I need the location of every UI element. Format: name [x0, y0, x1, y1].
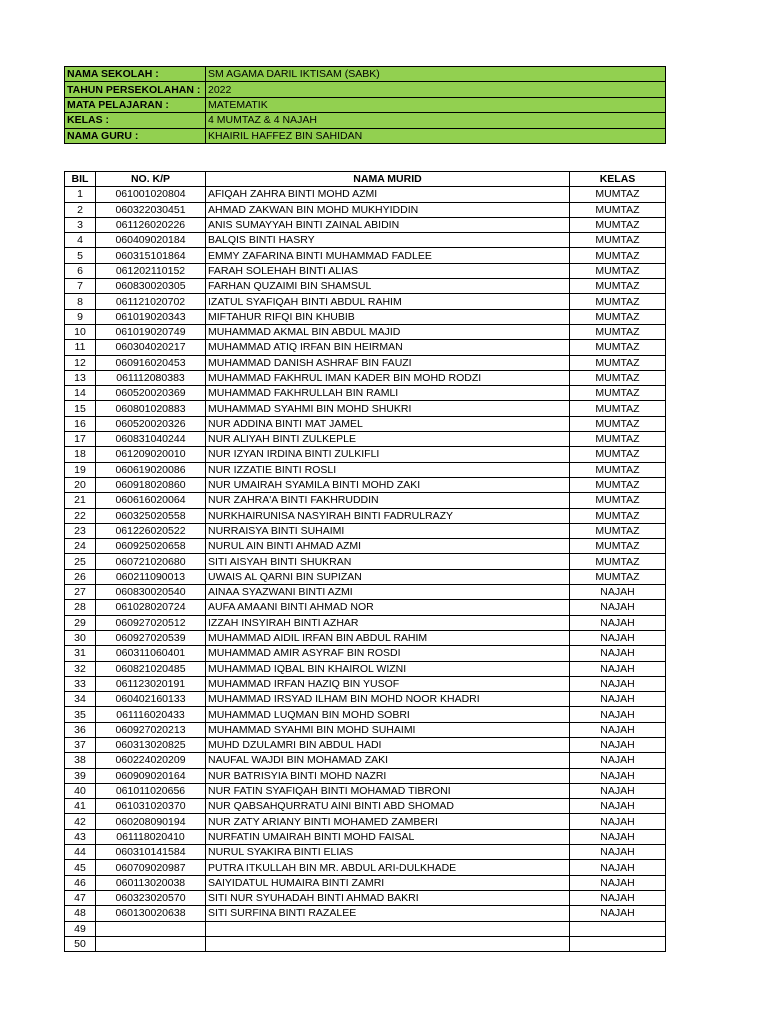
- cell-no-kp: 061121020702: [96, 294, 206, 309]
- info-value: SM AGAMA DARIL IKTISAM (SABK): [206, 67, 666, 82]
- cell-no-kp: 060619020086: [96, 462, 206, 477]
- cell-no-kp: 060322030451: [96, 202, 206, 217]
- cell-kelas: MUMTAZ: [570, 462, 666, 477]
- cell-bil: 22: [65, 508, 96, 523]
- cell-kelas: MUMTAZ: [570, 493, 666, 508]
- cell-bil: 45: [65, 860, 96, 875]
- cell-nama-murid: ANIS SUMAYYAH BINTI ZAINAL ABIDIN: [206, 217, 570, 232]
- cell-bil: 4: [65, 233, 96, 248]
- cell-no-kp: 060918020860: [96, 477, 206, 492]
- table-row: [65, 294, 666, 309]
- cell-no-kp: 060325020558: [96, 508, 206, 523]
- cell-kelas: MUMTAZ: [570, 477, 666, 492]
- cell-bil: 27: [65, 585, 96, 600]
- cell-nama-murid: MUHD DZULAMRI BIN ABDUL HADI: [206, 737, 570, 752]
- cell-nama-murid: NUR UMAIRAH SYAMILA BINTI MOHD ZAKI: [206, 477, 570, 492]
- cell-no-kp: 060208090194: [96, 814, 206, 829]
- info-row: [65, 128, 666, 143]
- cell-no-kp: 060909020164: [96, 768, 206, 783]
- cell-bil: 34: [65, 692, 96, 707]
- header-nama-murid: NAMA MURID: [206, 172, 570, 187]
- cell-bil: 32: [65, 661, 96, 676]
- cell-bil: 11: [65, 340, 96, 355]
- school-info-table: [64, 66, 666, 144]
- table-row: [65, 676, 666, 691]
- cell-kelas: NAJAH: [570, 860, 666, 875]
- cell-no-kp: 060311060401: [96, 646, 206, 661]
- cell-no-kp: 061123020191: [96, 676, 206, 691]
- table-row: [65, 386, 666, 401]
- table-row: [65, 217, 666, 232]
- cell-kelas: MUMTAZ: [570, 233, 666, 248]
- cell-nama-murid: MUHAMMAD ATIQ IRFAN BIN HEIRMAN: [206, 340, 570, 355]
- info-row: [65, 67, 666, 82]
- cell-kelas: MUMTAZ: [570, 248, 666, 263]
- cell-bil: 28: [65, 600, 96, 615]
- cell-nama-murid: NURFATIN UMAIRAH BINTI MOHD FAISAL: [206, 829, 570, 844]
- cell-bil: 35: [65, 707, 96, 722]
- cell-bil: 38: [65, 753, 96, 768]
- cell-bil: 20: [65, 477, 96, 492]
- table-row: [65, 630, 666, 645]
- table-row: [65, 906, 666, 921]
- cell-kelas: NAJAH: [570, 707, 666, 722]
- cell-no-kp: 060323020570: [96, 890, 206, 905]
- cell-no-kp: 061001020804: [96, 187, 206, 202]
- table-row: [65, 263, 666, 278]
- cell-no-kp: 060224020209: [96, 753, 206, 768]
- cell-kelas: NAJAH: [570, 875, 666, 890]
- table-row: [65, 783, 666, 798]
- cell-kelas: MUMTAZ: [570, 309, 666, 324]
- table-row: [65, 523, 666, 538]
- cell-kelas: NAJAH: [570, 630, 666, 645]
- cell-nama-murid: MUHAMMAD SYAHMI BIN MOHD SHUKRI: [206, 401, 570, 416]
- cell-nama-murid: FARHAN QUZAIMI BIN SHAMSUL: [206, 279, 570, 294]
- cell-bil: 33: [65, 676, 96, 691]
- cell-nama-murid: MUHAMMAD IRFAN HAZIQ BIN YUSOF: [206, 676, 570, 691]
- cell-bil: 41: [65, 799, 96, 814]
- cell-nama-murid: NUR ADDINA BINTI MAT JAMEL: [206, 416, 570, 431]
- cell-bil: 46: [65, 875, 96, 890]
- cell-bil: 2: [65, 202, 96, 217]
- cell-no-kp: 060925020658: [96, 539, 206, 554]
- cell-no-kp: 060520020369: [96, 386, 206, 401]
- table-row: [65, 707, 666, 722]
- cell-nama-murid: MUHAMMAD FAKHRULLAH BIN RAMLI: [206, 386, 570, 401]
- cell-nama-murid: MUHAMMAD LUQMAN BIN MOHD SOBRI: [206, 707, 570, 722]
- cell-kelas: NAJAH: [570, 829, 666, 844]
- cell-bil: 10: [65, 324, 96, 339]
- cell-bil: 29: [65, 615, 96, 630]
- cell-nama-murid: PUTRA ITKULLAH BIN MR. ABDUL ARI-DULKHADE: [206, 860, 570, 875]
- cell-bil: 17: [65, 432, 96, 447]
- table-row: [65, 508, 666, 523]
- cell-no-kp: 060830020305: [96, 279, 206, 294]
- table-row: [65, 799, 666, 814]
- cell-no-kp: [96, 936, 206, 951]
- table-row: [65, 202, 666, 217]
- cell-kelas: MUMTAZ: [570, 416, 666, 431]
- cell-bil: 19: [65, 462, 96, 477]
- table-row: [65, 585, 666, 600]
- table-row: [65, 600, 666, 615]
- cell-nama-murid: NUR QABSAHQURRATU AINI BINTI ABD SHOMAD: [206, 799, 570, 814]
- cell-bil: 3: [65, 217, 96, 232]
- cell-kelas: NAJAH: [570, 615, 666, 630]
- table-row: [65, 722, 666, 737]
- cell-no-kp: 060304020217: [96, 340, 206, 355]
- cell-nama-murid: NURUL SYAKIRA BINTI ELIAS: [206, 845, 570, 860]
- cell-bil: 49: [65, 921, 96, 936]
- cell-bil: 6: [65, 263, 96, 278]
- table-row: [65, 416, 666, 431]
- cell-no-kp: 060927020213: [96, 722, 206, 737]
- cell-no-kp: [96, 921, 206, 936]
- cell-bil: 23: [65, 523, 96, 538]
- table-row: [65, 370, 666, 385]
- cell-nama-murid: SITI AISYAH BINTI SHUKRAN: [206, 554, 570, 569]
- info-value: 2022: [206, 82, 666, 97]
- table-row: [65, 814, 666, 829]
- cell-kelas: [570, 936, 666, 951]
- cell-kelas: NAJAH: [570, 722, 666, 737]
- cell-bil: 15: [65, 401, 96, 416]
- cell-no-kp: 060830020540: [96, 585, 206, 600]
- cell-no-kp: 060927020512: [96, 615, 206, 630]
- cell-bil: 40: [65, 783, 96, 798]
- cell-bil: 42: [65, 814, 96, 829]
- table-row: [65, 845, 666, 860]
- cell-bil: 14: [65, 386, 96, 401]
- cell-bil: 18: [65, 447, 96, 462]
- cell-nama-murid: MUHAMMAD FAKHRUL IMAN KADER BIN MOHD RODZI: [206, 370, 570, 385]
- cell-kelas: MUMTAZ: [570, 324, 666, 339]
- cell-no-kp: 060801020883: [96, 401, 206, 416]
- table-row: [65, 921, 666, 936]
- cell-bil: 37: [65, 737, 96, 752]
- table-row: [65, 829, 666, 844]
- cell-no-kp: 060402160133: [96, 692, 206, 707]
- info-label: MATA PELAJARAN :: [65, 97, 206, 112]
- cell-no-kp: 061126020226: [96, 217, 206, 232]
- cell-kelas: MUMTAZ: [570, 523, 666, 538]
- cell-bil: 39: [65, 768, 96, 783]
- cell-nama-murid: AUFA AMAANI BINTI AHMAD NOR: [206, 600, 570, 615]
- cell-no-kp: 060721020680: [96, 554, 206, 569]
- info-label: NAMA GURU :: [65, 128, 206, 143]
- cell-kelas: MUMTAZ: [570, 508, 666, 523]
- cell-kelas: MUMTAZ: [570, 355, 666, 370]
- cell-kelas: MUMTAZ: [570, 263, 666, 278]
- cell-bil: 7: [65, 279, 96, 294]
- table-row: [65, 401, 666, 416]
- cell-kelas: NAJAH: [570, 676, 666, 691]
- cell-kelas: MUMTAZ: [570, 539, 666, 554]
- cell-bil: 12: [65, 355, 96, 370]
- cell-kelas: MUMTAZ: [570, 401, 666, 416]
- table-row: [65, 646, 666, 661]
- cell-kelas: NAJAH: [570, 768, 666, 783]
- cell-nama-murid: MUHAMMAD AMIR ASYRAF BIN ROSDI: [206, 646, 570, 661]
- cell-kelas: NAJAH: [570, 814, 666, 829]
- table-row: [65, 248, 666, 263]
- cell-nama-murid: MUHAMMAD SYAHMI BIN MOHD SUHAIMI: [206, 722, 570, 737]
- cell-nama-murid: SITI NUR SYUHADAH BINTI AHMAD BAKRI: [206, 890, 570, 905]
- table-row: [65, 737, 666, 752]
- cell-no-kp: 060927020539: [96, 630, 206, 645]
- cell-bil: 9: [65, 309, 96, 324]
- table-row: [65, 447, 666, 462]
- cell-no-kp: 061118020410: [96, 829, 206, 844]
- cell-no-kp: 061019020749: [96, 324, 206, 339]
- cell-nama-murid: NURUL AIN BINTI AHMAD AZMI: [206, 539, 570, 554]
- cell-kelas: NAJAH: [570, 692, 666, 707]
- cell-no-kp: 061031020370: [96, 799, 206, 814]
- cell-nama-murid: FARAH SOLEHAH BINTI ALIAS: [206, 263, 570, 278]
- table-row: [65, 615, 666, 630]
- cell-kelas: MUMTAZ: [570, 569, 666, 584]
- cell-nama-murid: [206, 921, 570, 936]
- table-row: [65, 233, 666, 248]
- cell-bil: 30: [65, 630, 96, 645]
- cell-nama-murid: MUHAMMAD AIDIL IRFAN BIN ABDUL RAHIM: [206, 630, 570, 645]
- cell-nama-murid: UWAIS AL QARNI BIN SUPIZAN: [206, 569, 570, 584]
- cell-no-kp: 060709020987: [96, 860, 206, 875]
- cell-kelas: MUMTAZ: [570, 370, 666, 385]
- cell-kelas: MUMTAZ: [570, 294, 666, 309]
- cell-bil: 13: [65, 370, 96, 385]
- cell-kelas: MUMTAZ: [570, 340, 666, 355]
- cell-nama-murid: MUHAMMAD DANISH ASHRAF BIN FAUZI: [206, 355, 570, 370]
- cell-no-kp: 060916020453: [96, 355, 206, 370]
- info-row: [65, 97, 666, 112]
- cell-bil: 16: [65, 416, 96, 431]
- table-row: [65, 768, 666, 783]
- info-value: 4 MUMTAZ & 4 NAJAH: [206, 113, 666, 128]
- cell-no-kp: 060616020064: [96, 493, 206, 508]
- cell-nama-murid: NURRAISYA BINTI SUHAIMI: [206, 523, 570, 538]
- cell-bil: 5: [65, 248, 96, 263]
- cell-no-kp: 061226020522: [96, 523, 206, 538]
- cell-nama-murid: MUHAMMAD IQBAL BIN KHAIROL WIZNI: [206, 661, 570, 676]
- cell-nama-murid: SAIYIDATUL HUMAIRA BINTI ZAMRI: [206, 875, 570, 890]
- table-row: [65, 890, 666, 905]
- cell-no-kp: 061202110152: [96, 263, 206, 278]
- cell-no-kp: 060409020184: [96, 233, 206, 248]
- cell-nama-murid: NURKHAIRUNISA NASYIRAH BINTI FADRULRAZY: [206, 508, 570, 523]
- student-list-table: [64, 171, 666, 952]
- cell-nama-murid: NUR FATIN SYAFIQAH BINTI MOHAMAD TIBRONI: [206, 783, 570, 798]
- cell-nama-murid: BALQIS BINTI HASRY: [206, 233, 570, 248]
- cell-nama-murid: MUHAMMAD IRSYAD ILHAM BIN MOHD NOOR KHADRI: [206, 692, 570, 707]
- table-row: [65, 936, 666, 951]
- table-row: [65, 477, 666, 492]
- cell-bil: 50: [65, 936, 96, 951]
- cell-no-kp: 060831040244: [96, 432, 206, 447]
- table-row: [65, 187, 666, 202]
- cell-nama-murid: NAUFAL WAJDI BIN MOHAMAD ZAKI: [206, 753, 570, 768]
- cell-bil: 48: [65, 906, 96, 921]
- cell-no-kp: 061019020343: [96, 309, 206, 324]
- cell-bil: 1: [65, 187, 96, 202]
- table-row: [65, 432, 666, 447]
- header-no-kp: NO. K/P: [96, 172, 206, 187]
- cell-kelas: NAJAH: [570, 845, 666, 860]
- cell-nama-murid: EMMY ZAFARINA BINTI MUHAMMAD FADLEE: [206, 248, 570, 263]
- cell-no-kp: 061011020656: [96, 783, 206, 798]
- cell-bil: 26: [65, 569, 96, 584]
- info-label: KELAS :: [65, 113, 206, 128]
- cell-kelas: NAJAH: [570, 906, 666, 921]
- cell-kelas: [570, 921, 666, 936]
- cell-nama-murid: NUR ALIYAH BINTI ZULKEPLE: [206, 432, 570, 447]
- cell-nama-murid: AFIQAH ZAHRA BINTI MOHD AZMI: [206, 187, 570, 202]
- cell-nama-murid: NUR ZATY ARIANY BINTI MOHAMED ZAMBERI: [206, 814, 570, 829]
- info-row: [65, 82, 666, 97]
- info-value: KHAIRIL HAFFEZ BIN SAHIDAN: [206, 128, 666, 143]
- cell-no-kp: 060310141584: [96, 845, 206, 860]
- table-row: [65, 860, 666, 875]
- cell-kelas: NAJAH: [570, 646, 666, 661]
- table-row: [65, 569, 666, 584]
- cell-bil: 8: [65, 294, 96, 309]
- cell-kelas: MUMTAZ: [570, 279, 666, 294]
- cell-bil: 21: [65, 493, 96, 508]
- cell-kelas: NAJAH: [570, 890, 666, 905]
- cell-kelas: MUMTAZ: [570, 447, 666, 462]
- cell-kelas: NAJAH: [570, 783, 666, 798]
- cell-nama-murid: IZATUL SYAFIQAH BINTI ABDUL RAHIM: [206, 294, 570, 309]
- table-row: [65, 493, 666, 508]
- cell-nama-murid: [206, 936, 570, 951]
- table-row: [65, 340, 666, 355]
- cell-kelas: MUMTAZ: [570, 202, 666, 217]
- cell-no-kp: 061112080383: [96, 370, 206, 385]
- cell-no-kp: 061116020433: [96, 707, 206, 722]
- cell-nama-murid: AHMAD ZAKWAN BIN MOHD MUKHYIDDIN: [206, 202, 570, 217]
- cell-nama-murid: NUR IZYAN IRDINA BINTI ZULKIFLI: [206, 447, 570, 462]
- cell-no-kp: 060130020638: [96, 906, 206, 921]
- cell-nama-murid: NUR ZAHRA'A BINTI FAKHRUDDIN: [206, 493, 570, 508]
- cell-nama-murid: AINAA SYAZWANI BINTI AZMI: [206, 585, 570, 600]
- header-row: [65, 172, 666, 187]
- table-row: [65, 324, 666, 339]
- cell-kelas: MUMTAZ: [570, 386, 666, 401]
- cell-no-kp: 061028020724: [96, 600, 206, 615]
- cell-bil: 47: [65, 890, 96, 905]
- cell-kelas: MUMTAZ: [570, 217, 666, 232]
- cell-no-kp: 060211090013: [96, 569, 206, 584]
- table-row: [65, 661, 666, 676]
- cell-bil: 43: [65, 829, 96, 844]
- cell-kelas: NAJAH: [570, 753, 666, 768]
- cell-kelas: NAJAH: [570, 585, 666, 600]
- cell-kelas: MUMTAZ: [570, 187, 666, 202]
- cell-no-kp: 061209020010: [96, 447, 206, 462]
- cell-kelas: MUMTAZ: [570, 432, 666, 447]
- cell-bil: 44: [65, 845, 96, 860]
- cell-kelas: MUMTAZ: [570, 554, 666, 569]
- table-row: [65, 539, 666, 554]
- cell-nama-murid: NUR BATRISYIA BINTI MOHD NAZRI: [206, 768, 570, 783]
- table-row: [65, 309, 666, 324]
- cell-no-kp: 060520020326: [96, 416, 206, 431]
- table-row: [65, 753, 666, 768]
- cell-nama-murid: MUHAMMAD AKMAL BIN ABDUL MAJID: [206, 324, 570, 339]
- table-row: [65, 875, 666, 890]
- table-row: [65, 279, 666, 294]
- cell-no-kp: 060315101864: [96, 248, 206, 263]
- table-row: [65, 462, 666, 477]
- info-row: [65, 113, 666, 128]
- cell-kelas: NAJAH: [570, 799, 666, 814]
- cell-bil: 25: [65, 554, 96, 569]
- cell-nama-murid: SITI SURFINA BINTI RAZALEE: [206, 906, 570, 921]
- info-value: MATEMATIK: [206, 97, 666, 112]
- table-row: [65, 554, 666, 569]
- cell-kelas: NAJAH: [570, 661, 666, 676]
- cell-no-kp: 060313020825: [96, 737, 206, 752]
- cell-no-kp: 060821020485: [96, 661, 206, 676]
- header-kelas: KELAS: [570, 172, 666, 187]
- cell-bil: 24: [65, 539, 96, 554]
- info-label: TAHUN PERSEKOLAHAN :: [65, 82, 206, 97]
- cell-nama-murid: IZZAH INSYIRAH BINTI AZHAR: [206, 615, 570, 630]
- cell-kelas: NAJAH: [570, 600, 666, 615]
- table-row: [65, 355, 666, 370]
- cell-kelas: NAJAH: [570, 737, 666, 752]
- cell-nama-murid: MIFTAHUR RIFQI BIN KHUBIB: [206, 309, 570, 324]
- cell-bil: 36: [65, 722, 96, 737]
- cell-bil: 31: [65, 646, 96, 661]
- table-row: [65, 692, 666, 707]
- cell-no-kp: 060113020038: [96, 875, 206, 890]
- header-bil: BIL: [65, 172, 96, 187]
- info-label: NAMA SEKOLAH :: [65, 67, 206, 82]
- cell-nama-murid: NUR IZZATIE BINTI ROSLI: [206, 462, 570, 477]
